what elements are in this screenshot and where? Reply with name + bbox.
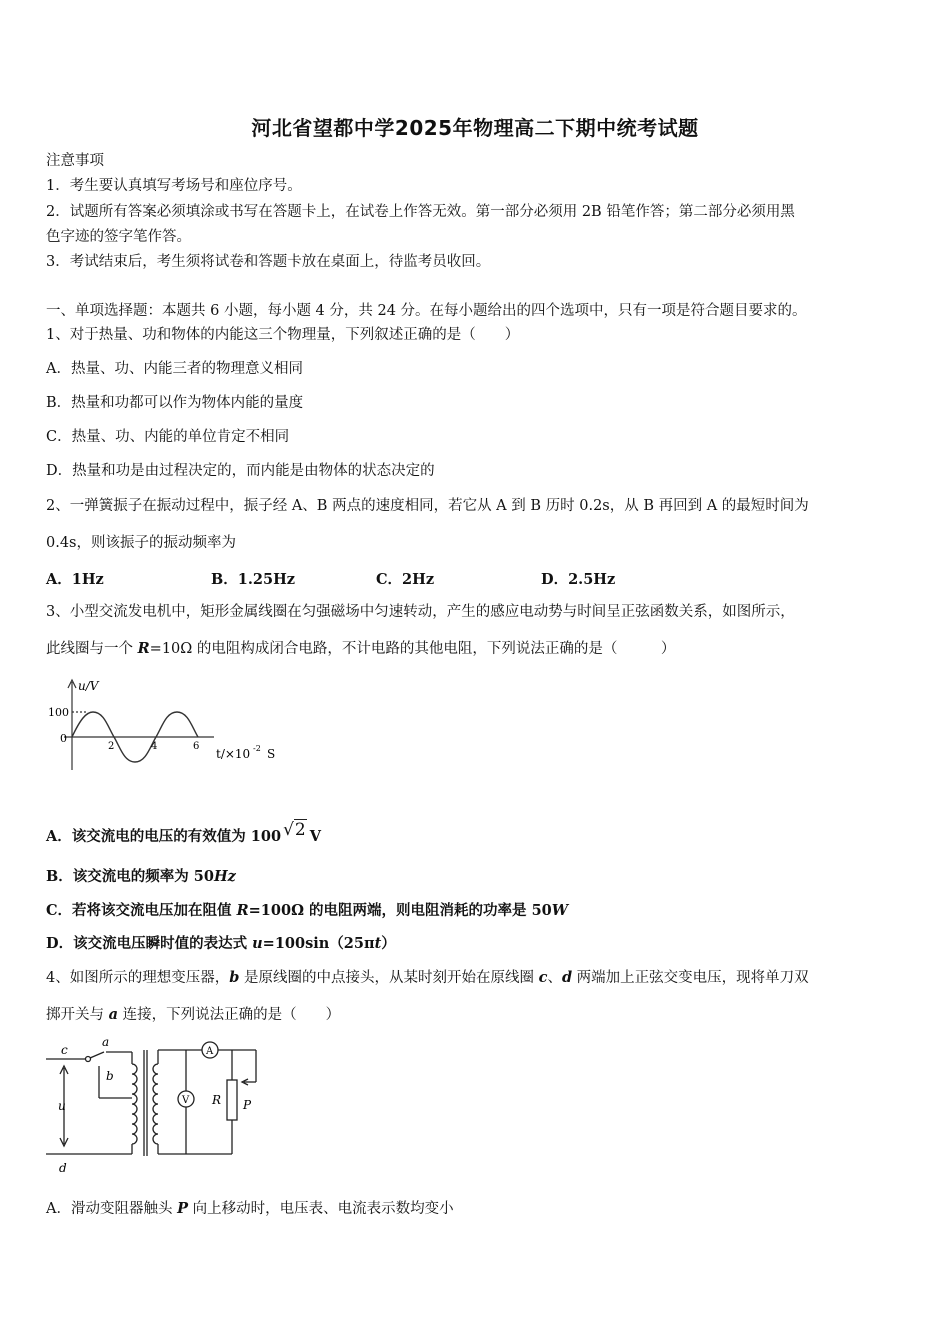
x-axis-label: t/×10: [216, 747, 251, 761]
slider-label: P: [243, 1098, 252, 1112]
q1-option-c: C．热量、功、内能的单位肯定不相同: [46, 429, 290, 445]
x-axis-exponent: -2: [253, 744, 261, 753]
label-c: c: [61, 1043, 68, 1057]
label-u: u: [58, 1099, 66, 1113]
q3-option-b: B．该交流电的频率为 50Hz: [46, 868, 236, 885]
primary-coil: [132, 1064, 137, 1144]
resistor-body: [227, 1080, 237, 1120]
y-axis-label: u/V: [78, 679, 99, 693]
notice-item-2-cont: 色字迹的签字笔作答。: [46, 229, 191, 245]
resistor-label: R: [212, 1093, 222, 1107]
origin-label: 0: [60, 732, 67, 745]
ammeter-label: A: [206, 1046, 214, 1057]
q3-stem-line1: 3、小型交流发电机中，矩形金属线圈在匀强磁场中匀速转动，产生的感应电动势与时间呈正弦函数关系，如图所示，: [46, 604, 795, 620]
q1-option-d: D．热量和功是由过程决定的，而内能是由物体的状态决定的: [46, 463, 435, 479]
q2-option-d: D．2.5Hz: [541, 571, 616, 588]
q2-option-b: B．1.25Hz: [211, 571, 296, 588]
sqrt-symbol: √2: [283, 820, 306, 840]
q4-stem-line1: 4、如图所示的理想变压器，b 是原线圈的中点接头，从某时刻开始在原线圈 c、d 两端加上正弦交变电压，现将单刀双: [46, 969, 809, 986]
q3-option-d: D．该交流电压瞬时值的表达式 u=100sin（25πt）: [46, 935, 396, 952]
x-axis-unit: S: [267, 747, 276, 761]
switch-blade: [90, 1052, 104, 1058]
q2-stem-line2: 0.4s，则该振子的振动频率为: [46, 535, 236, 551]
q4-transformer-circuit: [44, 1036, 274, 1176]
x-tick-2: 2: [108, 741, 115, 752]
q3-sine-graph: [46, 672, 286, 782]
label-b: b: [106, 1069, 114, 1083]
x-tick-4: 4: [151, 741, 158, 752]
q1-option-b: B．热量和功都可以作为物体内能的量度: [46, 395, 304, 411]
q3-stem-line2: 此线圈与一个 R=10Ω 的电阻构成闭合电路，不计电路的其他电阻，下列说法正确的是（ ）: [46, 640, 676, 657]
q4-stem-line2: 掷开关与 a 连接，下列说法正确的是（ ）: [46, 1006, 341, 1023]
q2-stem-line1: 2、一弹簧振子在振动过程中，振子经 A、B 两点的速度相同，若它从 A 到 B 历时 0.2s，从 B 再回到 A 的最短时间为: [46, 498, 809, 514]
notice-item-2: 2．试题所有答案必须填涂或书写在答题卡上，在试卷上作答无效。第一部分必须用 2B 铅笔作答；第二部分必须用黑: [46, 204, 795, 220]
switch-pivot: [86, 1057, 91, 1062]
secondary-coil: [153, 1064, 158, 1144]
page-title: 河北省望都中学2025年物理高二下期中统考试题: [251, 116, 699, 140]
q3-option-a: A．该交流电的电压的有效值为 100 √2 V: [46, 817, 321, 850]
q3-option-c: C．若将该交流电压加在阻值 R=100Ω 的电阻两端，则电阻消耗的功率是 50W: [46, 902, 569, 919]
notice-item-1: 1．考生要认真填写考场号和座位序号。: [46, 178, 302, 194]
notice-item-3: 3．考试结束后，考生须将试卷和答题卡放在桌面上，待监考员收回。: [46, 254, 491, 270]
q4-option-a: A．滑动变阻器触头 P 向上移动时，电压表、电流表示数均变小: [46, 1200, 454, 1217]
notice-heading: 注意事项: [46, 153, 104, 169]
q1-stem: 1、对于热量、功和物体的内能这三个物理量，下列叙述正确的是（ ）: [46, 327, 520, 343]
voltmeter-label: V: [182, 1095, 190, 1106]
x-tick-6: 6: [193, 741, 200, 752]
label-a: a: [102, 1036, 110, 1049]
q1-option-a: A．热量、功、内能三者的物理意义相同: [46, 361, 303, 377]
section-heading: 一、单项选择题：本题共 6 小题，每小题 4 分，共 24 分。在每小题给出的四个选项中，只有一项是符合题目要求的。: [46, 303, 807, 319]
q2-option-a: A．1Hz: [46, 571, 104, 588]
y-tick-100: 100: [48, 706, 69, 719]
q2-option-c: C．2Hz: [376, 571, 435, 588]
label-d: d: [59, 1161, 67, 1175]
